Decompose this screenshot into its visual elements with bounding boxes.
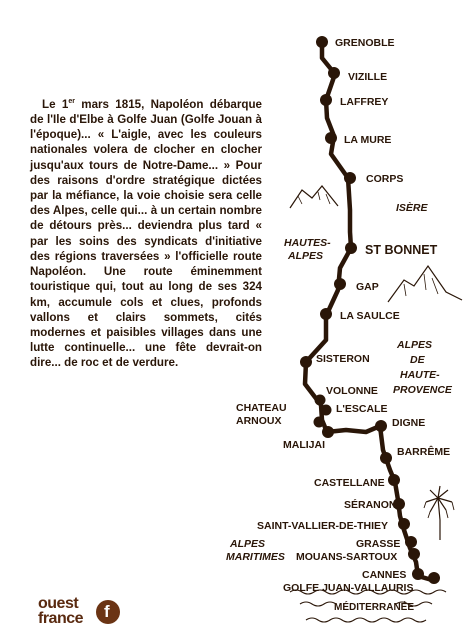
dot-digne — [375, 420, 387, 432]
dot-corps — [344, 172, 356, 184]
dot-barreme — [380, 452, 392, 464]
mountain-icon-isere — [290, 186, 338, 208]
region-hautes-alpes-1: HAUTES- — [284, 237, 331, 249]
dot-grenoble — [316, 36, 328, 48]
town-grasse: GRASSE — [356, 538, 401, 550]
logo-mark-icon: f — [96, 600, 120, 624]
dot-chateau-arnoux — [314, 417, 325, 428]
town-la-saulce: LA SAULCE — [340, 310, 400, 322]
dot-la-mure — [325, 132, 337, 144]
town-golfe-juan: GOLFE JUAN-VALLAURIS — [283, 582, 414, 594]
region-ahp-4: PROVENCE — [393, 384, 452, 396]
town-corps: CORPS — [366, 173, 404, 185]
town-escale: L'ESCALE — [336, 403, 388, 415]
dot-sisteron — [300, 356, 312, 368]
region-hautes-alpes-2: ALPES — [288, 250, 324, 262]
dot-saint-vallier — [398, 518, 410, 530]
town-arnoux: ARNOUX — [236, 415, 282, 427]
logo-word-france: france — [38, 610, 84, 627]
dot-laffrey — [320, 94, 332, 106]
town-la-mure: LA MURE — [344, 134, 392, 146]
palm-tree-icon — [424, 486, 454, 540]
logo-word-ouest: ouest — [38, 595, 79, 612]
dot-grasse — [405, 536, 417, 548]
town-saint-vallier: SAINT-VALLIER-DE-THIEY — [257, 520, 389, 532]
intro-paragraph: Le 1er mars 1815, Napoléon débarque de l'Ile d'Elbe à Golfe Juan (Golfe Jouan à l'époque)... « L'aigle, avec les couleurs nationales volera de clocher en clocher jusqu'aux tours de Notre-Dame... » Pour des raisons d'ordre stratégique dictées par la méfiance, la voie choisie sera celle des Alpes, celle qui... à un certain nombre de détours près... deviendra plus tard « par les soins des syndicats d'initiative des régions traversées » l'officielle route Napoléon. Une route éminemment touristique qui, tout au long de ses 324 km, accumule cols et clues, profonds vallons et clairs sommets, cités modernes et paisibles villages dans une lutte continuelle... une fête devrait-on dire... de roc et de verdure. — [30, 97, 262, 370]
town-castellane: CASTELLANE — [314, 477, 385, 489]
town-st-bonnet: ST BONNET — [365, 243, 438, 257]
town-seranon: SÉRANON — [344, 499, 397, 511]
town-chateau: CHATEAU — [236, 402, 287, 414]
dot-escale — [321, 405, 332, 416]
town-gap: GAP — [356, 281, 379, 293]
mountain-icon-hautes-alpes — [388, 266, 462, 302]
town-malijai: MALIJAI — [283, 439, 325, 451]
town-mouans: MOUANS-SARTOUX — [296, 551, 398, 563]
town-sisteron: SISTERON — [316, 353, 370, 365]
dot-vizille — [328, 67, 340, 79]
dot-malijai — [322, 426, 334, 438]
region-isere: ISÈRE — [396, 202, 428, 214]
region-am-1: ALPES — [230, 538, 266, 550]
dot-mouans — [408, 548, 420, 560]
dot-la-saulce — [320, 308, 332, 320]
town-barreme: BARRÊME — [397, 446, 451, 458]
region-ahp-1: ALPES — [397, 339, 433, 351]
town-vizille: VIZILLE — [348, 71, 388, 83]
town-grenoble: GRENOBLE — [335, 37, 395, 49]
town-volonne: VOLONNE — [326, 385, 378, 397]
dot-st-bonnet — [345, 242, 357, 254]
dot-gap — [334, 278, 346, 290]
region-ahp-3: HAUTE- — [400, 369, 440, 381]
dot-castellane — [388, 474, 400, 486]
sea-label: MÉDITERRANÉE — [334, 602, 415, 613]
ouest-france-logo — [38, 596, 118, 632]
dot-volonne — [315, 395, 326, 406]
region-ahp-2: DE — [410, 354, 425, 366]
town-laffrey: LAFFREY — [340, 96, 389, 108]
dot-golfe-juan — [428, 572, 440, 584]
town-cannes: CANNES — [362, 569, 407, 581]
dot-cannes — [412, 568, 424, 580]
town-digne: DIGNE — [392, 417, 426, 429]
region-am-2: MARITIMES — [226, 551, 285, 563]
